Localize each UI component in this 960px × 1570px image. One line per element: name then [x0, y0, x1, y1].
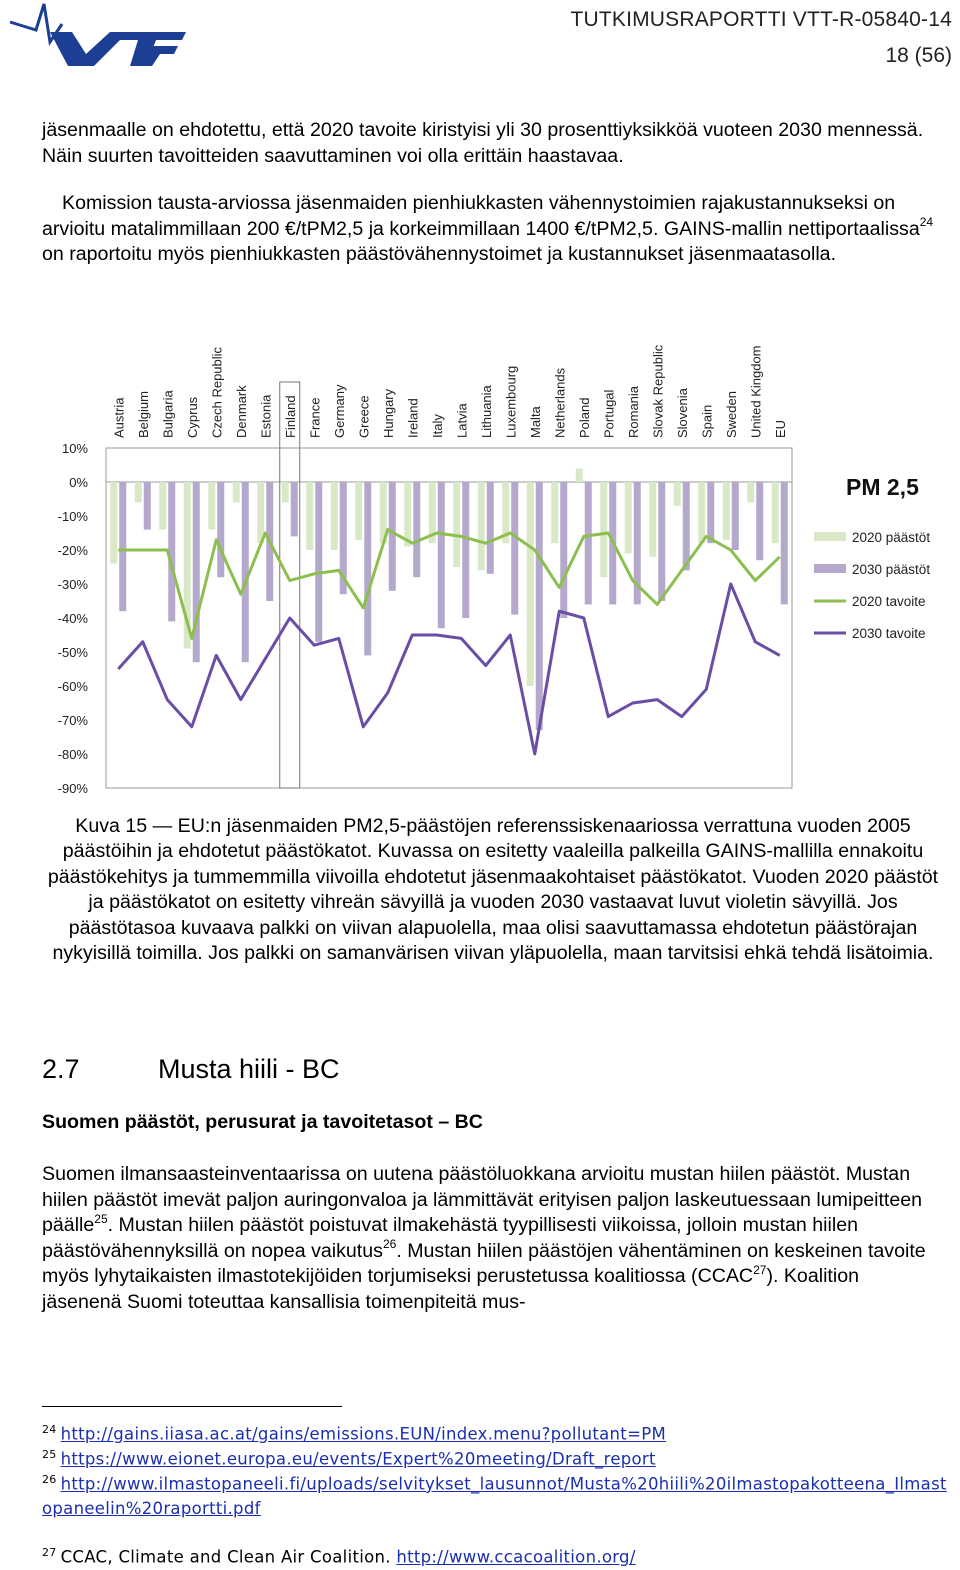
bar-2030	[781, 482, 788, 604]
bar-2020	[110, 482, 117, 564]
category-label: France	[307, 397, 323, 438]
bar-2030	[217, 482, 224, 577]
y-tick-label: -70%	[57, 713, 88, 728]
bar-2020	[282, 482, 289, 502]
chart-title: PM 2,5	[846, 474, 919, 500]
bar-2030	[560, 482, 567, 618]
category-label: Luxembourg	[503, 365, 519, 438]
subheading: Suomen päästöt, perusurat ja tavoitetasot – BC	[42, 1111, 483, 1133]
category-label: Germany	[331, 384, 347, 438]
footnote-27	[42, 1541, 636, 1570]
bar-2020	[135, 482, 142, 502]
footnote-divider	[42, 1406, 342, 1407]
category-label: Czech Republic	[209, 346, 225, 438]
footnote-number: 24	[42, 1423, 57, 1436]
category-label: Latvia	[454, 403, 470, 438]
logo-text: VTT	[6, 2, 8, 3]
category-label: Poland	[576, 397, 592, 438]
bar-2020	[600, 482, 607, 577]
paragraph-costs-part2: on raportoitu myös pienhiukkasten päästövähennystoimet ja kustannukset jäsenmaatasolla.	[42, 243, 837, 266]
bar-2030	[119, 482, 126, 611]
bar-2030	[389, 482, 396, 591]
paragraph-black-carbon	[42, 1162, 942, 1316]
footnote-number: 25	[42, 1448, 57, 1461]
category-label: Greece	[356, 395, 372, 438]
line-2030-target	[118, 584, 780, 754]
category-label: Lithuania	[478, 385, 494, 438]
category-label: Portugal	[601, 389, 617, 438]
legend-label: 2030 päästöt	[852, 562, 931, 577]
bar-2020	[649, 482, 656, 557]
bar-2020	[233, 482, 240, 502]
highlight-box-finland	[280, 382, 300, 788]
bar-2030	[462, 482, 469, 618]
bar-2030	[536, 482, 543, 730]
pm25-chart	[0, 320, 960, 800]
bc-text-c: . Mustan hiilen päästöjen vähentäminen on keskeinen tavoite myös lyhytaikaisten ilmastotekijöiden torjumiseksi perustetussa koalitiossa (CCAC	[42, 1239, 926, 1288]
category-label: Spain	[699, 404, 715, 438]
bar-2030	[315, 482, 322, 642]
category-label: Denmark	[233, 385, 249, 438]
bar-2020	[404, 482, 411, 547]
line-2020-target	[118, 530, 780, 639]
bc-text-b: . Mustan hiilen päästöt poistuvat ilmakehästä tyypillisesti viikoissa, jolloin mustan hiilen päästövähennyksillä on nopea vaikutus	[42, 1214, 859, 1262]
footnote-number: 26	[42, 1473, 57, 1486]
footnote-link[interactable]: https://www.eionet.europa.eu/events/Expert%20meeting/Draft_report	[60, 1449, 656, 1469]
y-tick-label: 0%	[69, 475, 88, 490]
footnote-link[interactable]: http://www.ilmastopaneeli.fi/uploads/selvitykset_lausunnot/Musta%20hiili%20ilmastopakotteena_Ilmastopaneelin%20raportti.pdf	[42, 1474, 947, 1518]
bar-2020	[331, 482, 338, 550]
bar-2020	[478, 482, 485, 570]
bar-2030	[511, 482, 518, 615]
bar-2030	[707, 482, 714, 543]
bar-2030	[438, 482, 445, 628]
paragraph-intro: jäsenmaalle on ehdotettu, että 2020 tavoite kiristyisi yli 30 prosenttiyksikköä vuoteen 2030 mennessä. Näin suurten tavoitteiden saavuttaminen voi olla erittäin haastavaa.	[42, 119, 924, 167]
bar-2030	[487, 482, 494, 574]
footnote-text: CCAC, Climate and Clean Air Coalition.	[60, 1547, 397, 1567]
legend-swatch	[814, 532, 846, 541]
category-label: EU	[772, 419, 788, 438]
bar-2030	[756, 482, 763, 560]
y-tick-label: -20%	[57, 543, 88, 558]
category-label: Italy	[429, 414, 445, 438]
y-tick-label: -80%	[57, 747, 88, 762]
bar-2030	[364, 482, 371, 655]
vtt-logo	[6, 2, 188, 66]
category-label: Estonia	[258, 394, 274, 438]
y-tick-label: -50%	[57, 645, 88, 660]
bar-2030	[683, 482, 690, 570]
y-tick-label: 10%	[61, 441, 88, 456]
category-label: Romania	[625, 385, 641, 438]
bar-2030	[168, 482, 175, 621]
bar-2020	[257, 482, 264, 543]
category-label: Slovenia	[674, 388, 690, 438]
footnote-number: 27	[42, 1546, 57, 1559]
bar-2030	[242, 482, 249, 662]
bar-2020	[576, 468, 583, 482]
bar-2030	[658, 482, 665, 601]
bar-2020	[208, 482, 215, 530]
category-label: Sweden	[723, 391, 739, 438]
bar-2020	[747, 482, 754, 502]
y-tick-label: -90%	[57, 781, 88, 796]
bar-2020	[698, 482, 705, 543]
bc-text-a: Suomen ilmansaasteinventaarissa on uutena päästöluokkana arvioitu mustan hiilen päästöt. Mustan hiilen päästöt imevät paljon auringonvaloa ja lämmittävät erityisen paljon laskeutuessaan lumipeitteen päälle	[42, 1163, 923, 1237]
category-label: Bulgaria	[160, 390, 176, 438]
legend-label: 2020 päästöt	[852, 530, 931, 545]
bc-text-d: ). Koalition jäsenenä Suomi toteuttaa kansallisia toimenpiteitä mus-	[42, 1265, 860, 1313]
bar-2030	[144, 482, 151, 530]
section-number: 2.7	[42, 1054, 80, 1084]
bar-2020	[306, 482, 313, 550]
bar-2020	[551, 482, 558, 543]
category-label: Hungary	[380, 388, 396, 438]
bar-2020	[625, 482, 632, 553]
bar-2030	[413, 482, 420, 577]
bar-2020	[453, 482, 460, 567]
y-tick-label: -30%	[57, 577, 88, 592]
bar-2020	[159, 482, 166, 530]
category-label: Malta	[527, 406, 543, 438]
footnote-ref-25[interactable]: 25	[94, 1211, 108, 1226]
bar-2030	[585, 482, 592, 604]
category-label: Netherlands	[552, 367, 568, 438]
category-label: United Kingdom	[748, 345, 764, 438]
footnote-26	[42, 1468, 954, 1521]
bar-2020	[527, 482, 534, 686]
y-tick-label: -60%	[57, 679, 88, 694]
category-label: Belgium	[135, 391, 151, 438]
bar-2020	[723, 482, 730, 540]
footnote-link[interactable]: http://gains.iiasa.ac.at/gains/emissions.EUN/index.menu?pollutant=PM	[60, 1424, 666, 1444]
report-id: TUTKIMUSRAPORTTI VTT-R-05840-14	[570, 8, 952, 31]
paragraph-costs-part1: Komission tausta-arviossa jäsenmaiden pienhiukkasten vähennystoimien rajakustannukseksi on arvioitu matalimmillaan 200 €/tPM2,5 ja korkeimmillaan 1400 €/tPM2,5. GAINS-mallin nettiportaalissa	[42, 192, 920, 240]
footnote-ref-26[interactable]: 26	[382, 1237, 397, 1252]
page-number: 18 (56)	[885, 44, 952, 67]
footnote-ref-24[interactable]: 24	[919, 215, 934, 230]
bar-2020	[355, 482, 362, 540]
y-tick-label: -10%	[57, 509, 88, 524]
bar-2030	[291, 482, 298, 536]
legend-swatch	[814, 564, 846, 573]
section-title: Musta hiili - BC	[158, 1054, 340, 1084]
category-label: Slovak Republic	[650, 344, 666, 438]
category-label: Ireland	[405, 398, 421, 438]
category-label: Cyprus	[184, 396, 200, 438]
legend-label: 2020 tavoite	[852, 594, 926, 609]
category-label: Finland	[282, 395, 298, 438]
bar-2030	[732, 482, 739, 550]
bar-2020	[674, 482, 681, 506]
footnote-ref-27[interactable]: 27	[753, 1262, 767, 1277]
figure-caption: Kuva 15 — EU:n jäsenmaiden PM2,5-päästöjen referenssiskenaariossa verrattuna vuoden 2005 päästöihin ja ehdotetut päästökatot. Kuvassa on esitetty vaaleilla palkeilla GAINS-mallilla ennakoitu päästökehitys ja tummemmilla viivoilla ehdotetut jäsenmaakohtaiset päästökatot. Vuoden 2020 päästöt ja päästökatot on esitetty vihreän sävyillä ja vuoden 2030 vastaavat luvut violetin sävyillä. Jos päästötasoa kuvaava palkki on viivan alapuolella, maa olisi saavuttamassa ehdotetun päästörajan nykyisillä toimilla. Jos palkki on samanvärisen viivan yläpuolella, maan tarvitsisi ehkä tehdä lisätoimia.	[47, 815, 939, 965]
category-label: Austria	[111, 397, 127, 438]
bar-2020	[772, 482, 779, 543]
paragraph-costs	[42, 191, 942, 268]
y-tick-label: -40%	[57, 611, 88, 626]
legend-label: 2030 tavoite	[852, 626, 926, 641]
footnote-link[interactable]: http://www.ccacoalition.org/	[396, 1547, 636, 1567]
